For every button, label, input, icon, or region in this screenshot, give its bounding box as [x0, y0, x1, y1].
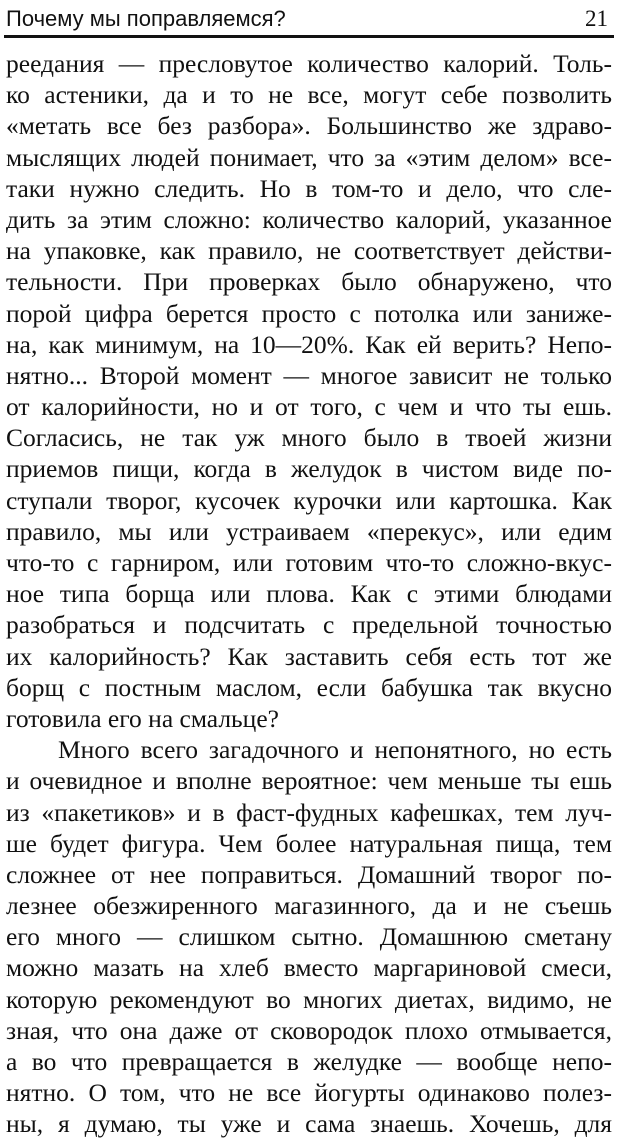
running-header	[6, 2, 612, 36]
text-line: ко астеники, да и то не все, могут себе позволить	[6, 80, 612, 110]
text-line: что-то с гарниром, или готовим что-то сложно-вкус-	[6, 548, 612, 577]
text-line: лезнее обезжиренного магазинного, да и не съешь	[6, 891, 612, 921]
text-line: Согласись, не так уж много было в твоей жизни	[6, 423, 612, 453]
paragraph-last-line: готовила его на смальце?	[6, 703, 279, 733]
text-line: их калорийность? Как заставить себя есть тот же	[6, 641, 612, 671]
text-line: сложнее от нее поправиться. Домашний творог по-	[6, 859, 612, 889]
text-line: нятно. О том, что не все йогурты одинаково полез-	[6, 1078, 612, 1108]
text-line: на упаковке, как правило, не соответствует действи-	[6, 236, 612, 266]
text-line: правило, мы или устраиваем «перекус», или едим	[6, 516, 612, 546]
text-line: на, как минимум, на 10—20%. Как ей верить? Непо-	[6, 329, 612, 359]
text-line: «метать все без разбора». Большинство же здраво-	[6, 111, 612, 141]
text-line: от калорийности, но и от того, с чем и что ты ешь.	[6, 392, 612, 422]
text-line: дить за этим сложно: количество калорий, указанное	[6, 204, 612, 234]
text-line: реедания — пресловутое количество калорий. Толь-	[6, 49, 612, 78]
text-line: а во что превращается в желудке — вообще непо-	[6, 1047, 612, 1076]
text-line: ное типа борща или плова. Как с этими блюдами	[6, 579, 612, 609]
text-line: ны, я думаю, ты уже и сама знаешь. Хочешь, для	[6, 1109, 612, 1139]
text-line: приемов пищи, когда в желудок в чистом виде по-	[6, 454, 612, 484]
text-line: порой цифра берется просто с потолка или занижe-	[6, 298, 612, 328]
text-line: ше будет фигура. Чем более натуральная пища, тем	[6, 828, 612, 858]
text-line: мыслящих людей понимает, что за «этим делом» все-	[6, 142, 612, 172]
text-line: которую рекомендуют во многих диетах, видимо, не	[6, 984, 612, 1014]
text-line: зная, что она даже от сковородок плохо отмывается,	[6, 1015, 612, 1045]
paragraph-first-line: Много всего загадочного и непонятного, но есть	[58, 735, 612, 765]
text-line: и очевидное и вполне вероятное: чем меньше ты ешь	[6, 766, 612, 796]
text-line: можно мазать на хлеб вместо маргариновой смеси,	[6, 953, 612, 983]
text-line: таки нужно следить. Но в том-то и дело, что сле-	[6, 173, 612, 203]
text-line: из «пакетиков» и в фаст-фудных кафешках, тем луч-	[6, 797, 612, 827]
text-line: разобраться и подсчитать с предельной точностью	[6, 610, 612, 640]
text-line: нятно... Второй момент — многое зависит не только	[6, 360, 612, 390]
text-line: ступали творог, кусочек курочки или картошка. Как	[6, 485, 612, 515]
body-text	[6, 48, 612, 1140]
text-line: борщ с постным маслом, если бабушка так вкусно	[6, 672, 612, 702]
text-line: тельности. При проверках было обнаружено, что	[6, 267, 612, 297]
header-rule	[4, 35, 614, 38]
page-number: 21	[585, 6, 608, 31]
text-line: его много — слишком сытно. Домашнюю сметану	[6, 922, 612, 952]
running-title: Почему мы поправляемся?	[6, 6, 286, 31]
